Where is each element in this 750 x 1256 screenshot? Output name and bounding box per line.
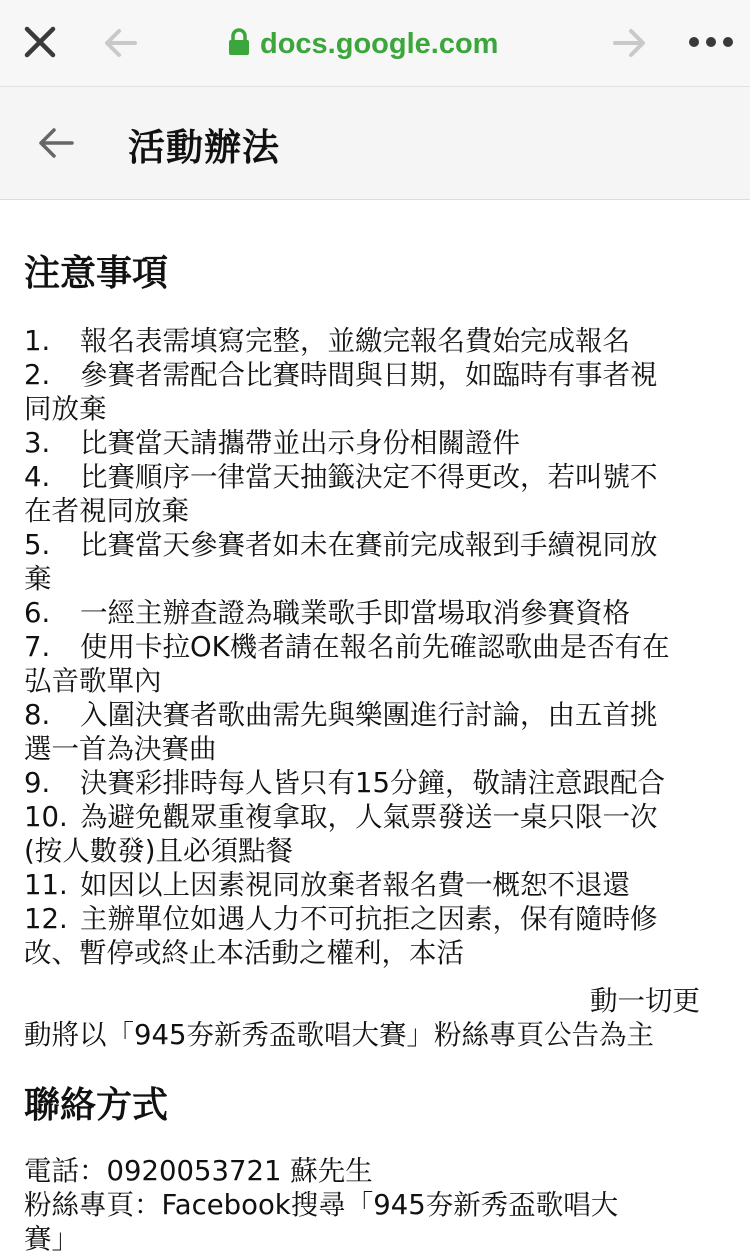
note-text-continued: 選一首為決賽曲 bbox=[24, 733, 217, 765]
note-item bbox=[24, 426, 724, 460]
note-item bbox=[24, 324, 724, 358]
note-number: 3. bbox=[24, 427, 51, 459]
back-arrow-icon[interactable] bbox=[36, 125, 76, 161]
close-icon[interactable] bbox=[22, 24, 58, 60]
note-item bbox=[24, 460, 724, 494]
notes-heading: 注意事項 bbox=[24, 253, 169, 294]
note-text-continued: 在者視同放棄 bbox=[24, 495, 189, 527]
note-text: 為避免觀眾重複拿取，人氣票發送一桌只限一次 bbox=[80, 801, 658, 833]
note-number: 9. bbox=[24, 767, 51, 799]
note-number: 11. bbox=[24, 869, 68, 901]
contact-info bbox=[24, 1154, 724, 1256]
note-number: 5. bbox=[24, 529, 51, 561]
note-text: 入圍決賽者歌曲需先與樂團進行討論，由五首挑 bbox=[80, 699, 658, 731]
fanpage-line: 粉絲專頁：Facebook搜尋「945夯新秀盃歌唱大 bbox=[24, 1189, 619, 1221]
phone-line: 電話：0920053721 蘇先生 bbox=[24, 1155, 373, 1187]
arrow-left-icon[interactable] bbox=[102, 26, 138, 60]
more-horizontal-icon[interactable] bbox=[688, 32, 734, 52]
note-number: 1. bbox=[24, 325, 51, 357]
note-text: 一經主辦查證為職業歌手即當場取消參賽資格 bbox=[80, 597, 630, 629]
note-number: 4. bbox=[24, 461, 51, 493]
note-text-continued: 棄 bbox=[24, 563, 52, 595]
note-text: 參賽者需配合比賽時間與日期，如臨時有事者視 bbox=[80, 359, 658, 391]
address-bar[interactable] bbox=[228, 22, 498, 66]
document-header bbox=[0, 87, 750, 200]
note-item bbox=[24, 902, 724, 936]
note-text-continued-right: 動一切更 bbox=[590, 985, 700, 1017]
note-text: 比賽當天參賽者如未在賽前完成報到手續視同放 bbox=[80, 529, 658, 561]
note-text: 比賽當天請攜帶並出示身份相關證件 bbox=[80, 427, 520, 459]
note-text-continued: 弘音歌單內 bbox=[24, 665, 162, 697]
page-title: 活動辦法 bbox=[128, 126, 280, 169]
note-number: 10. bbox=[24, 801, 68, 833]
note-text: 決賽彩排時每人皆只有15分鐘，敬請注意跟配合 bbox=[80, 767, 665, 799]
note-item bbox=[24, 630, 724, 664]
note-text-continued: 改、暫停或終止本活動之權利，本活 bbox=[24, 937, 464, 969]
note-item bbox=[24, 596, 724, 630]
arrow-right-icon[interactable] bbox=[612, 26, 648, 60]
browser-toolbar bbox=[0, 0, 750, 87]
note-item bbox=[24, 528, 724, 562]
note-text-continued: 動將以「945夯新秀盃歌唱大賽」粉絲專頁公告為主 bbox=[24, 1019, 654, 1051]
note-text: 如因以上因素視同放棄者報名費一概恕不退還 bbox=[80, 869, 630, 901]
lock-icon bbox=[228, 28, 250, 60]
note-item bbox=[24, 358, 724, 392]
note-text-continued: (按人數發)且必須點餐 bbox=[24, 835, 293, 867]
note-text: 比賽順序一律當天抽籤決定不得更改，若叫號不 bbox=[80, 461, 658, 493]
note-item bbox=[24, 766, 724, 800]
note-text: 使用卡拉OK機者請在報名前先確認歌曲是否有在 bbox=[80, 631, 670, 663]
note-text: 報名表需填寫完整，並繳完報名費始完成報名 bbox=[80, 325, 630, 357]
document-body bbox=[24, 250, 724, 1256]
contact-heading: 聯絡方式 bbox=[24, 1085, 169, 1126]
note-item bbox=[24, 698, 724, 732]
note-item bbox=[24, 800, 724, 834]
url-text: docs.google.com bbox=[260, 27, 499, 60]
note-number: 7. bbox=[24, 631, 51, 663]
note-number: 2. bbox=[24, 359, 51, 391]
note-text-continued: 同放棄 bbox=[24, 393, 107, 425]
note-number: 6. bbox=[24, 597, 51, 629]
note-text: 主辦單位如遇人力不可抗拒之因素，保有隨時修 bbox=[80, 903, 658, 935]
note-number: 8. bbox=[24, 699, 51, 731]
note-number: 12. bbox=[24, 903, 68, 935]
note-item bbox=[24, 868, 724, 902]
fanpage-line-continued: 賽」 bbox=[24, 1223, 79, 1255]
notes-list bbox=[24, 324, 724, 1052]
